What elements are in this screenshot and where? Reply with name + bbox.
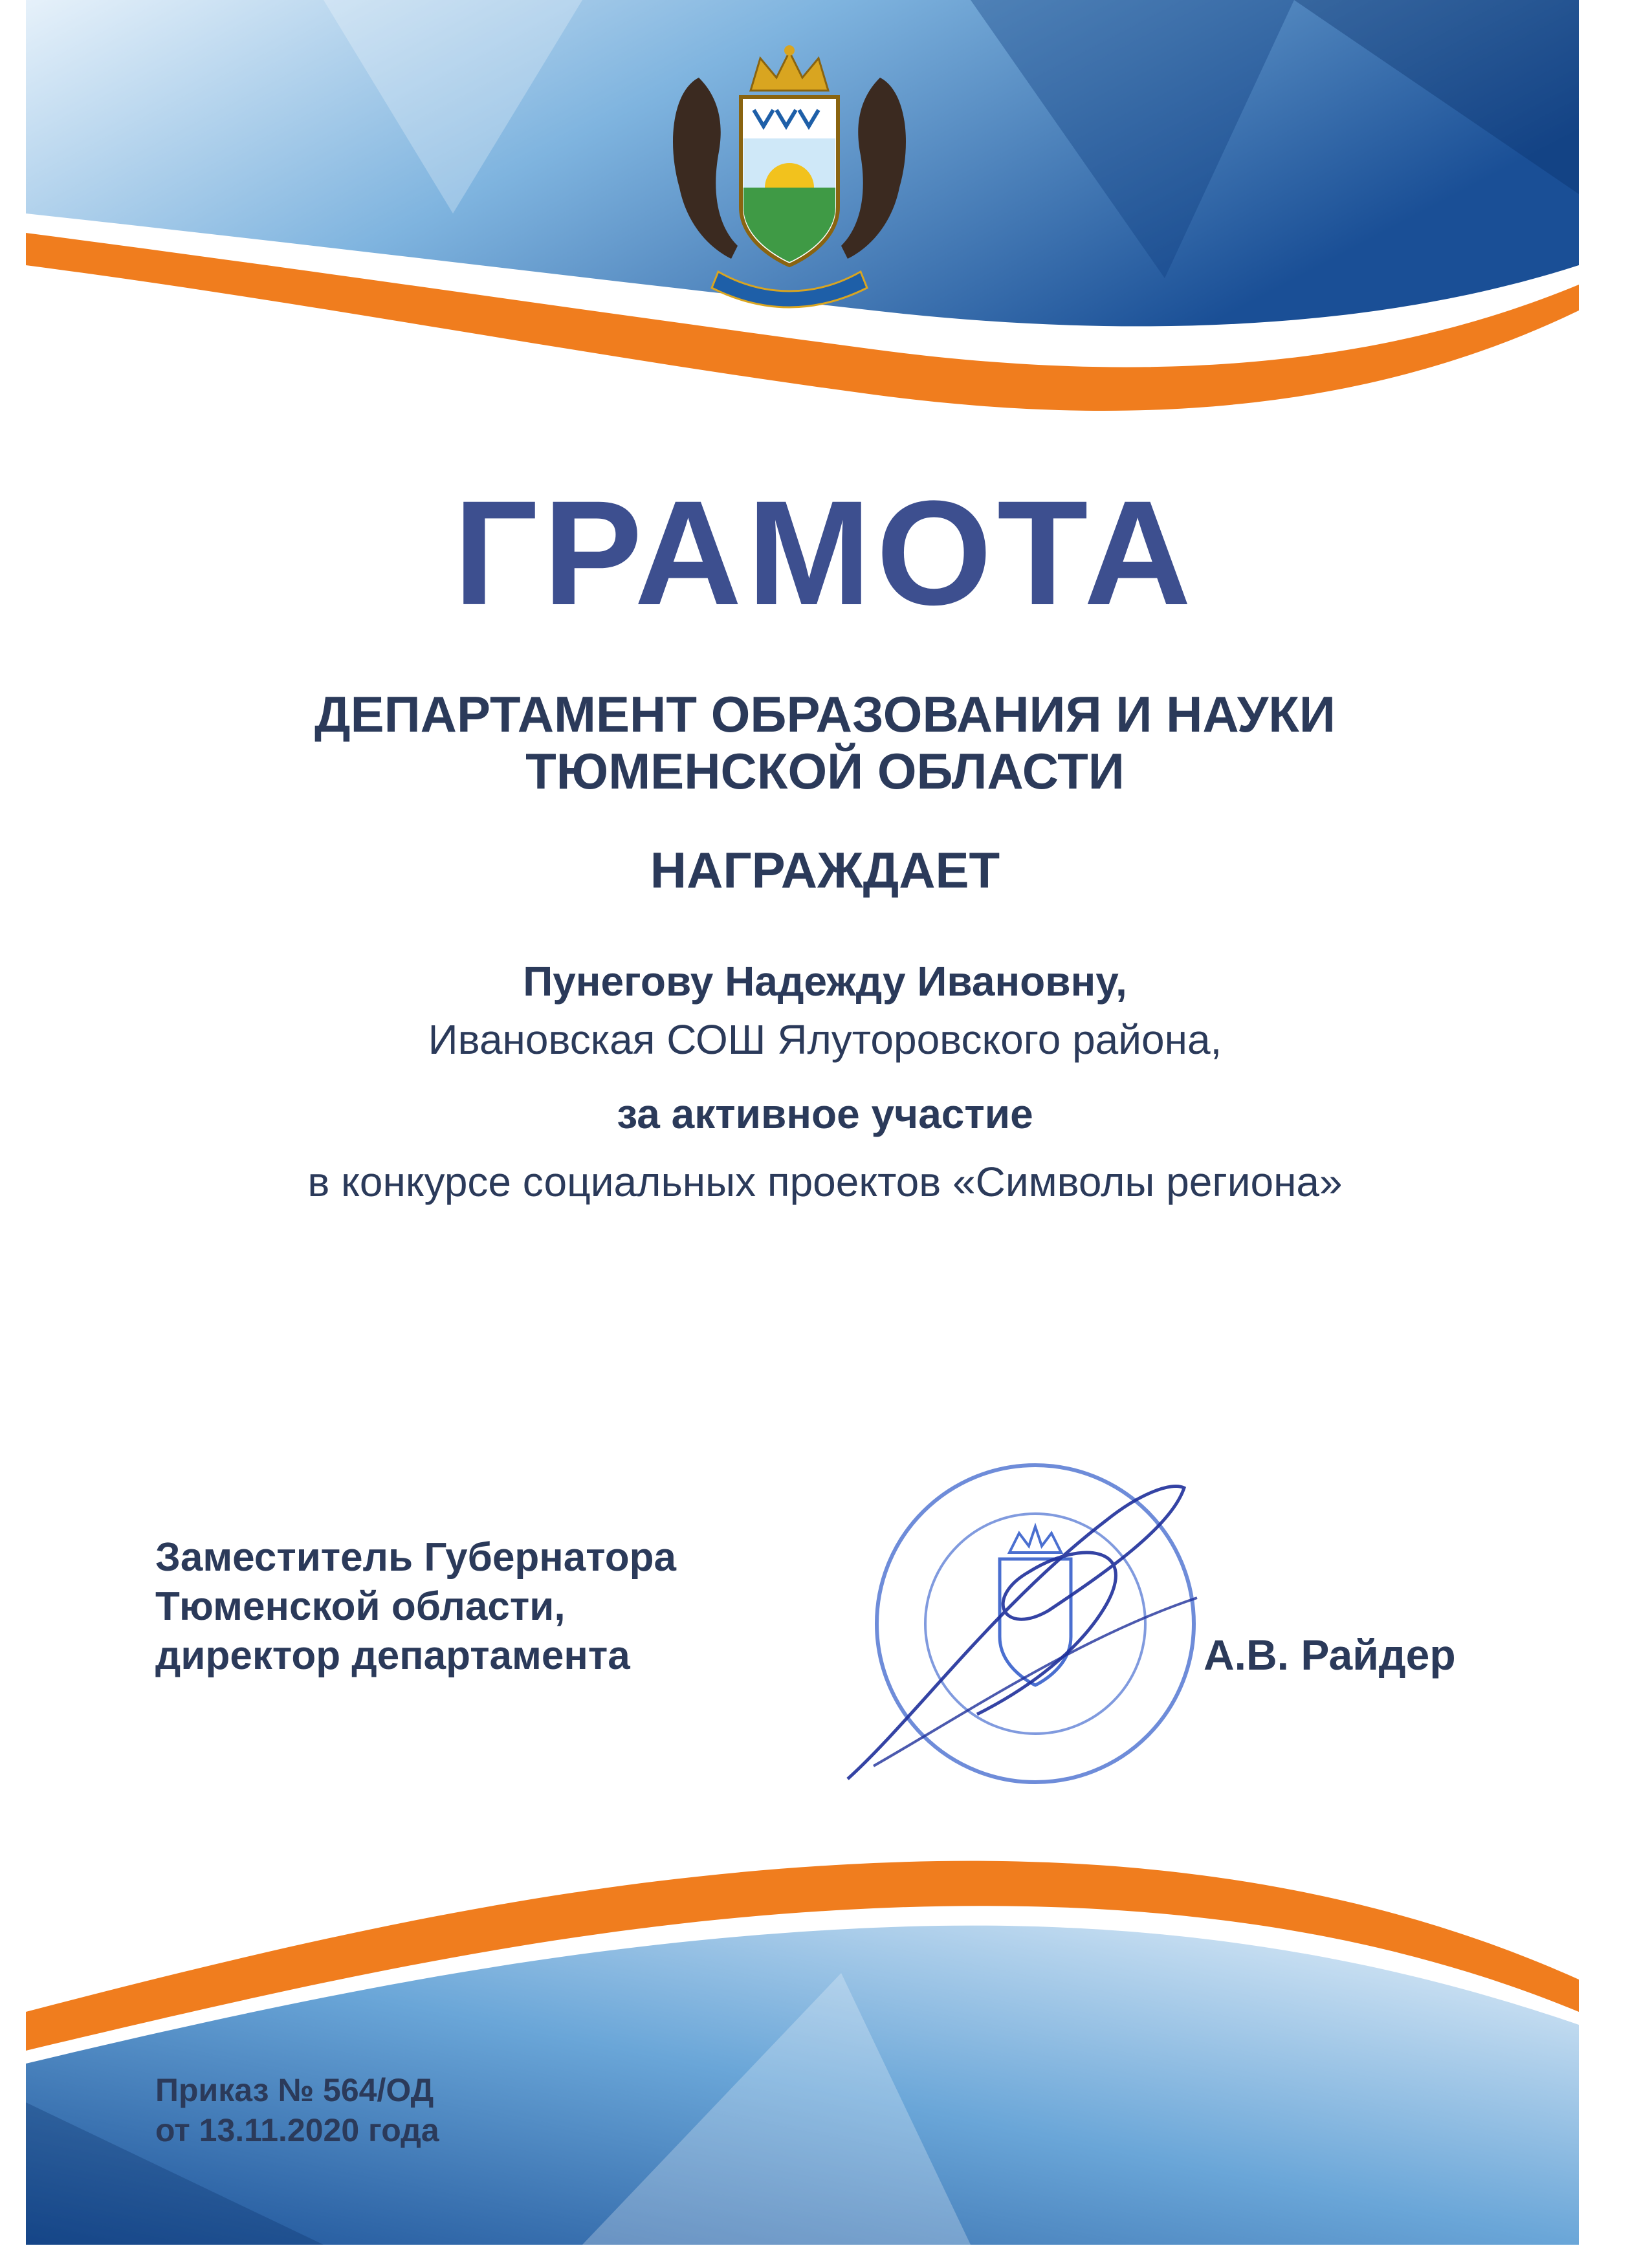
- signer-name: А.В. Райдер: [1204, 1631, 1456, 1679]
- document-title: ГРАМОТА: [453, 470, 1197, 636]
- recipient-name: Пунегову Надежду Ивановну,: [523, 958, 1127, 1005]
- round-stamp-icon: [835, 1443, 1236, 1805]
- contest-name: в конкурсе социальных проектов «Символы региона»: [307, 1159, 1343, 1205]
- order-number: Приказ № 564/ОД: [155, 2072, 434, 2108]
- tyumen-coat-of-arms-icon: [621, 39, 958, 317]
- department-name: [0, 686, 1650, 800]
- department-line-1: ДЕПАРТАМЕНТ ОБРАЗОВАНИЯ И НАУКИ: [314, 686, 1336, 743]
- award-reason: за активное участие: [617, 1091, 1033, 1137]
- signer-position-line-2: Тюменской области,: [155, 1584, 566, 1629]
- order-reference: [155, 2070, 439, 2150]
- signer-position-line-1: Заместитель Губернатора: [155, 1535, 677, 1580]
- recipient-school: Ивановская СОШ Ялуторовского района,: [428, 1016, 1222, 1063]
- order-date: от 13.11.2020 года: [155, 2112, 439, 2148]
- signer-position: [155, 1533, 676, 1681]
- department-line-2: ТЮМЕНСКОЙ ОБЛАСТИ: [525, 743, 1125, 800]
- awards-heading: НАГРАЖДАЕТ: [650, 842, 1000, 899]
- signer-position-line-3: директор департамента: [155, 1633, 630, 1678]
